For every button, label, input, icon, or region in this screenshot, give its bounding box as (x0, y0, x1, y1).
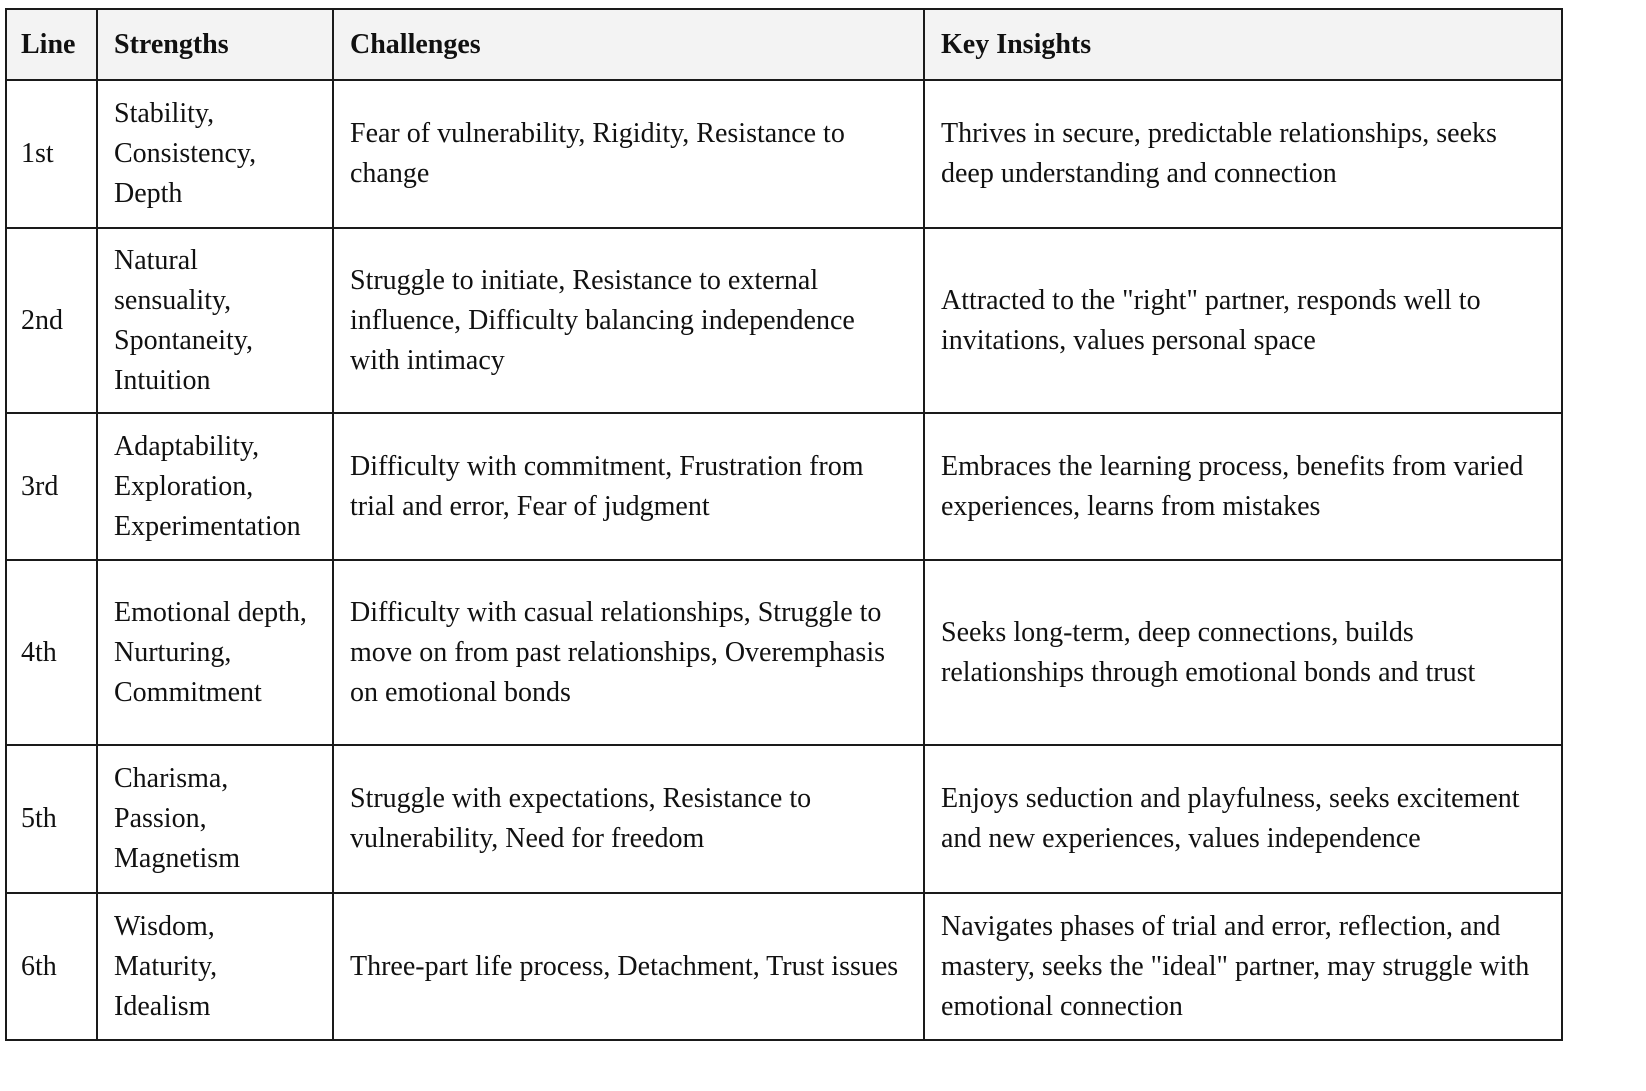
table-row (6, 745, 1562, 893)
strengths-cell: Adaptability, Exploration, Experimentation (97, 413, 333, 560)
line-cell: 3rd (6, 413, 97, 560)
table-header-row (6, 9, 1562, 80)
table-row (6, 228, 1562, 413)
insights-cell: Thrives in secure, predictable relationships, seeks deep understanding and connection (924, 80, 1562, 228)
line-cell: 1st (6, 80, 97, 228)
challenges-cell: Difficulty with commitment, Frustration from trial and error, Fear of judgment (333, 413, 924, 560)
table-row (6, 413, 1562, 560)
challenges-cell: Fear of vulnerability, Rigidity, Resistance to change (333, 80, 924, 228)
insights-cell: Enjoys seduction and playfulness, seeks excitement and new experiences, values independence (924, 745, 1562, 893)
line-cell: 5th (6, 745, 97, 893)
header-line: Line (6, 9, 97, 80)
header-key-insights: Key Insights (924, 9, 1562, 80)
strengths-cell: Stability, Consistency, Depth (97, 80, 333, 228)
strengths-cell: Emotional depth, Nurturing, Commitment (97, 560, 333, 745)
header-challenges: Challenges (333, 9, 924, 80)
table-row (6, 893, 1562, 1040)
strengths-cell: Wisdom, Maturity, Idealism (97, 893, 333, 1040)
table-row (6, 560, 1562, 745)
header-strengths: Strengths (97, 9, 333, 80)
table-row (6, 80, 1562, 228)
lines-table (5, 8, 1563, 1041)
insights-cell: Embraces the learning process, benefits from varied experiences, learns from mistakes (924, 413, 1562, 560)
challenges-cell: Difficulty with casual relationships, Struggle to move on from past relationships, Overemphasis on emotional bonds (333, 560, 924, 745)
line-cell: 2nd (6, 228, 97, 413)
insights-cell: Seeks long-term, deep connections, builds relationships through emotional bonds and trust (924, 560, 1562, 745)
strengths-cell: Natural sensuality, Spontaneity, Intuition (97, 228, 333, 413)
line-cell: 4th (6, 560, 97, 745)
insights-cell: Navigates phases of trial and error, reflection, and mastery, seeks the "ideal" partner, may struggle with emotional connection (924, 893, 1562, 1040)
challenges-cell: Three-part life process, Detachment, Trust issues (333, 893, 924, 1040)
insights-cell: Attracted to the "right" partner, responds well to invitations, values personal space (924, 228, 1562, 413)
challenges-cell: Struggle with expectations, Resistance to vulnerability, Need for freedom (333, 745, 924, 893)
line-cell: 6th (6, 893, 97, 1040)
strengths-cell: Charisma, Passion, Magnetism (97, 745, 333, 893)
challenges-cell: Struggle to initiate, Resistance to external influence, Difficulty balancing independence with intimacy (333, 228, 924, 413)
